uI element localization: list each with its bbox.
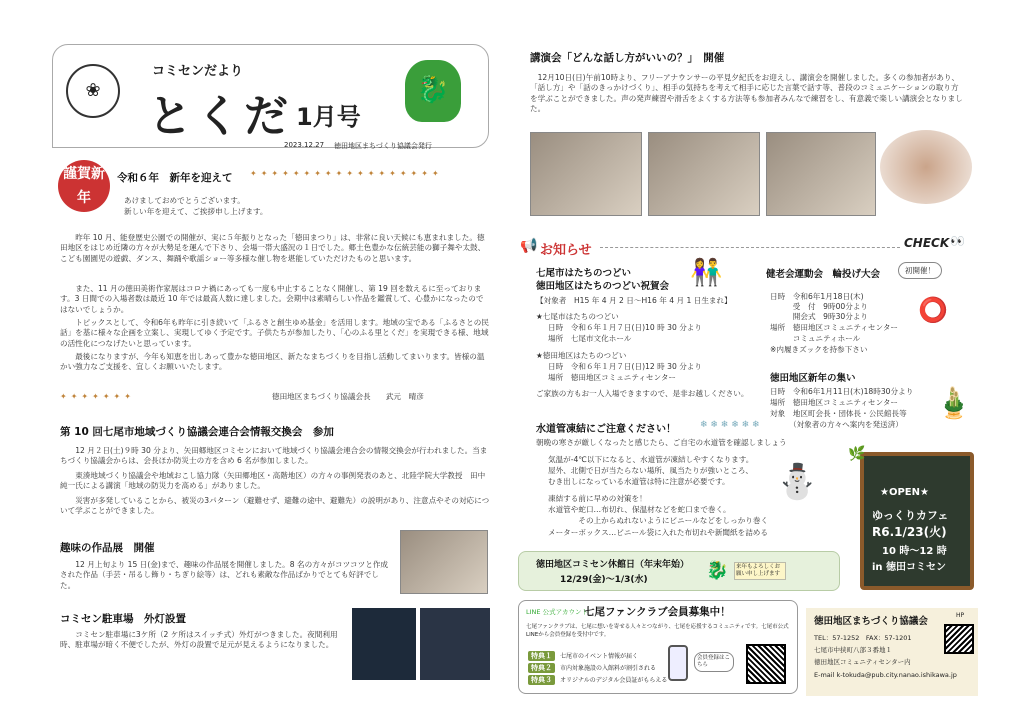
tsudoi-a-date: 日時 令和６年１月７日(日)10 時 30 分より	[548, 323, 702, 332]
ring-toss-icon: ⭕	[918, 296, 948, 324]
tsudoi-target: 【対象者 H15 年 4 月 2 日～H16 年 4 月 1 日生まれ】	[536, 296, 732, 305]
wanage-line-1: 日時 令和6年1月18日(木)	[770, 292, 864, 301]
org-address: 七尾市中挟町八部３番地１	[814, 646, 892, 654]
fanclub-account: LINE 公式アカウント	[526, 608, 589, 616]
exchange-title: 第 10 回七尾市地域づくり協議会連合会情報交換会 参加	[60, 426, 334, 438]
newyear-title: 徳田地区新年の集い	[770, 373, 856, 384]
wanage-line-4: 場所 徳田地区コミュニティセンター	[770, 323, 899, 332]
speaker-photo	[880, 130, 972, 204]
pipe-line-2: 気温が-4℃以下になると、水道管が凍結しやすくなります。	[548, 455, 754, 464]
notices-rule	[600, 247, 900, 248]
lecture-photo-2	[648, 132, 760, 216]
lecture-photo-3	[766, 132, 876, 216]
hobby-title: 趣味の作品展 開催	[60, 542, 155, 554]
newyear-line-3: 対象 地区町会長・団体長・公民館長等	[770, 409, 907, 418]
tsudoi-a-place: 場所 七尾市文化ホール	[548, 334, 632, 343]
masthead-issue: 1月号	[296, 103, 361, 131]
cafe-open: ★OPEN★	[880, 487, 929, 498]
tsudoi-note: ご家族の方もお一人入場できますので、是非お越しください。	[536, 389, 749, 398]
exchange-para-2: 東湊地域づくり協議会や地域おこし協力隊（矢田郷地区・高階地区）の方々の事例発表のあと、北陸学院大学教授 田中純一氏による講演「地域の防災力を高める」がありました。	[60, 471, 486, 491]
tsudoi-a-title: ★七尾市はたちのつどい	[536, 312, 619, 321]
newyear-line-2: 場所 徳田地区コミュニティセンター	[770, 398, 899, 407]
perk-tag-2: 特典２	[528, 663, 555, 673]
org-tel: TEL：57-1252 FAX：57-1201	[814, 634, 912, 642]
parking-photo-1	[352, 608, 416, 680]
cafe-time: 10 時～12 時	[882, 546, 947, 557]
dragon-mascot-icon: 🐉	[405, 60, 461, 122]
snowman-icon: ⛄	[776, 462, 819, 502]
newyear-line-4: （対象者の方々へ案内を発送済）	[770, 420, 903, 429]
hobby-body: 12 月上旬より 15 日(金)まで、趣味の作品展を開催しました。8 名の方々がコツコツと作成された作品（手芸・吊るし飾り・ちぎり絵等）は、どれも素敵な作品ばかりでとても好評でした。	[60, 560, 388, 590]
tsudoi-b-date: 日時 令和６年１月７日(日)12 時 30 分より	[548, 362, 702, 371]
lecture-photo-1	[530, 132, 642, 216]
org-name: 徳田地区まちづくり協議会	[814, 616, 928, 627]
new-year-badge: 謹賀新年	[58, 160, 110, 212]
ivy-icon: 🌿	[848, 446, 866, 462]
pipe-line-6: 水道管や蛇口…布切れ、保温材などを蛇口まで巻く。	[548, 505, 731, 514]
lecture-title: 講演会「どんな話し方がいいの？」 開催	[530, 52, 725, 64]
pipe-line-7: その上からぬれないようにビニールなどをしっかり巻く	[548, 516, 769, 525]
greeting-para-1: 昨年 10 月、能登歴史公園での開催が、実に５年振りとなった「徳田まつり」は、非常に良い天候にも恵まれました。徳田地区をはじめ近隣の方々が大勢足を運んで下さり、会場一帯大盛況の１日でした。郷土色豊かな伝統芸能の獅子舞や太鼓、こども園園児の遊戯、ダンス、舞踊や歌謡ショー等多様な催し物を堪能していただけたものと思います。	[60, 233, 486, 263]
masthead-subtitle: コミセンだより	[152, 64, 244, 79]
phone-icon	[668, 645, 688, 681]
holiday-dates: 12/29(金)～1/3(水)	[560, 575, 648, 585]
masthead-date: 2023.12.27	[284, 141, 325, 149]
fanclub-desc: 七尾ファンクラブは、七尾に想いを寄せる人々とつながり、七尾を応援するコミュニティです。七尾市公式LINEから会員登録を受付中です。	[526, 624, 789, 638]
lecture-body: 12月10日(日)午前10時より、フリーアナウンサーの平見夕紀氏をお迎えし、講演会を開催しました。多くの参加者があり、「話し方」や「話のきっかけづくり」、相手の気持ちを考えて相手に応じた言葉で話す等、普段のコミュニケーションの取り方を学ぶことができました。声の発声練習や滑舌をよくする方法等も参加者みんなで練習をし、有意義で楽しい講演会となりました。	[530, 73, 963, 114]
qr-caption: 会員登録はこちら	[694, 652, 734, 672]
perk-tag-3: 特典３	[528, 675, 555, 685]
leaf-border-icon: ✦✦✦✦✦✦✦✦✦✦✦✦✦✦✦✦✦✦	[250, 169, 443, 178]
cafe-place: in 徳田コミセン	[872, 562, 947, 573]
greeting-line-1: あけましておめでとうございます。	[124, 196, 245, 205]
perk-tag-1: 特典１	[528, 651, 555, 661]
exhibition-photo	[400, 530, 488, 594]
wanage-line-2: 受 付 9時00分より	[770, 302, 869, 311]
hp-qr-code[interactable]	[944, 624, 974, 654]
pipe-line-8: メーターボックス…ビニール袋に入れた布切れや新聞紙を詰める	[548, 528, 768, 537]
org-address-2: 徳田地区コミュニティセンター内	[814, 658, 911, 666]
greeting-para-3: トピックスとして、令和6年も昨年に引き続いて「ふるさと創生ゆめ基金」を活用します。地域の宝である「ふるさとの民話」を基に様々な企画を立案し、実現してゆく予定です。子供たちが参加したり、「心のふる里とくだ」を実現できる様、地域の活性化につなげたいと思っています。	[60, 318, 489, 348]
exchange-para-1: 12 月２日(土)９時 30 分より、矢田郷地区コミセンにおいて地域づくり協議会連合会の情報交換会が行われました。当まちづくり協議会からは、会長ほか防災士の方を含め 6 名が参加しました。	[60, 446, 488, 466]
masthead-publisher: 徳田地区まちづくり協議会発行	[334, 142, 432, 150]
pipe-line-3: 屋外、北側で日が当たらない場所、風当たりが強いところ、	[548, 466, 754, 475]
parking-body: コミセン駐車場に3ケ所（2 ケ所はスイッチ式）外灯がつきました。夜間利用時、駐車場が暗く不便でしたが、外灯の設置で足元が見えるようになりました。	[60, 630, 338, 650]
parking-photo-2	[420, 608, 490, 680]
holiday-title: 徳田地区コミセン休館日（年末年始）	[536, 560, 690, 570]
leaf-border-icon: ✦✦✦✦✦✦✦	[60, 392, 135, 401]
pipe-line-4: むき出しになっている水道管は特に注意が必要です。	[548, 477, 730, 486]
fanclub-title: 七尾ファンクラブ会員募集中！	[584, 606, 731, 618]
megaphone-icon: 📢	[520, 238, 538, 254]
perk-text-1: 七尾市のイベント情報が届く	[560, 653, 639, 660]
wanage-title: 健老会運動会 輪投げ大会	[766, 269, 881, 280]
check-label: CHECK	[904, 236, 950, 250]
notices-label: お知らせ	[540, 243, 592, 258]
kadomatsu-icon: 🎍	[935, 386, 973, 421]
greeting-para-4: 最後になりますが、今年も知恵を出しあって豊かな徳田地区、新たなまちづくりを目指し活動してまいります。皆様の温かい強力なご支援を、宜しくお願いいたします。	[60, 352, 485, 372]
dragon-sign-icon: 🐉	[706, 560, 729, 581]
masthead-title: とくだ	[148, 91, 292, 142]
cafe-name: ゆっくりカフェ	[872, 509, 949, 522]
wanage-line-6: ※内履きズックを持参下さい	[770, 345, 868, 354]
tsudoi-title-2: 徳田地区はたちのつどい祝賀会	[536, 281, 670, 292]
org-hp: HP	[956, 612, 965, 619]
fanclub-qr-code[interactable]	[746, 644, 786, 684]
tsudoi-title-1: 七尾市はたちのつどい	[536, 268, 632, 279]
pipe-title: 水道管凍結にご注意ください！	[536, 424, 676, 435]
first-time-badge: 初開催！	[898, 262, 942, 279]
parking-title: コミセン駐車場 外灯設置	[60, 613, 186, 625]
wanage-line-3: 開会式 9時30分より	[770, 312, 869, 321]
org-email[interactable]: E-mail k-tokuda@pub.city.nanao.ishikawa.jp	[814, 671, 957, 679]
greeting-line-2: 新しい年を迎えて、ご挨拶申し上げます。	[124, 207, 268, 216]
pipe-line-5: 凍結する前に早めの対策を！	[548, 494, 647, 503]
tsudoi-b-place: 場所 徳田地区コミュニティセンター	[548, 373, 677, 382]
greeting-signature: 徳田地区まちづくり協議会長 武元 晴彦	[272, 392, 424, 401]
exchange-para-3: 災害が多発していることから、被災の3パターン（避難せず、避難の途中、避難先）の説明があり、注意点やその対応について学ぶことができました。	[60, 496, 490, 516]
perk-text-3: オリジナルのデジタル会員証がもらえる	[560, 677, 668, 684]
wanage-line-5: コミュニティホール	[770, 334, 861, 343]
tsudoi-b-title: ★徳田地区はたちのつどい	[536, 351, 627, 360]
snowflake-icon: ❄ ❄ ❄ ❄ ❄ ❄	[700, 420, 760, 430]
kimono-couple-icon: 👫	[690, 258, 723, 288]
holiday-sign: 来年もよろしくお願い申し上げます	[734, 562, 786, 580]
perk-text-2: 市内対象施設の入館料が割引される	[560, 665, 657, 672]
greeting-title: 令和６年 新年を迎えて	[117, 172, 233, 184]
newyear-line-1: 日時 令和6年1月11日(木)18時30分より	[770, 387, 914, 396]
town-crest-icon: ❀	[66, 64, 120, 118]
cafe-date: R6.1/23(火)	[872, 525, 947, 539]
pipe-line-1: 朝晩の寒さが厳しくなったと感じたら、ご自宅の水道管を確認しましょう	[536, 438, 787, 447]
greeting-para-2: また、11 月の徳田美術作家展はコロナ禍にあっても一度も中止することなく開催し、第 19 回を数えるに至っております。3 日間での入場者数は最近 10 年では最高人数に達しました。会期中は素晴らしい作品を鑑賞して、心豊かになったのではないでしょうか。	[60, 284, 484, 314]
eyes-icon: 👀	[950, 234, 965, 248]
